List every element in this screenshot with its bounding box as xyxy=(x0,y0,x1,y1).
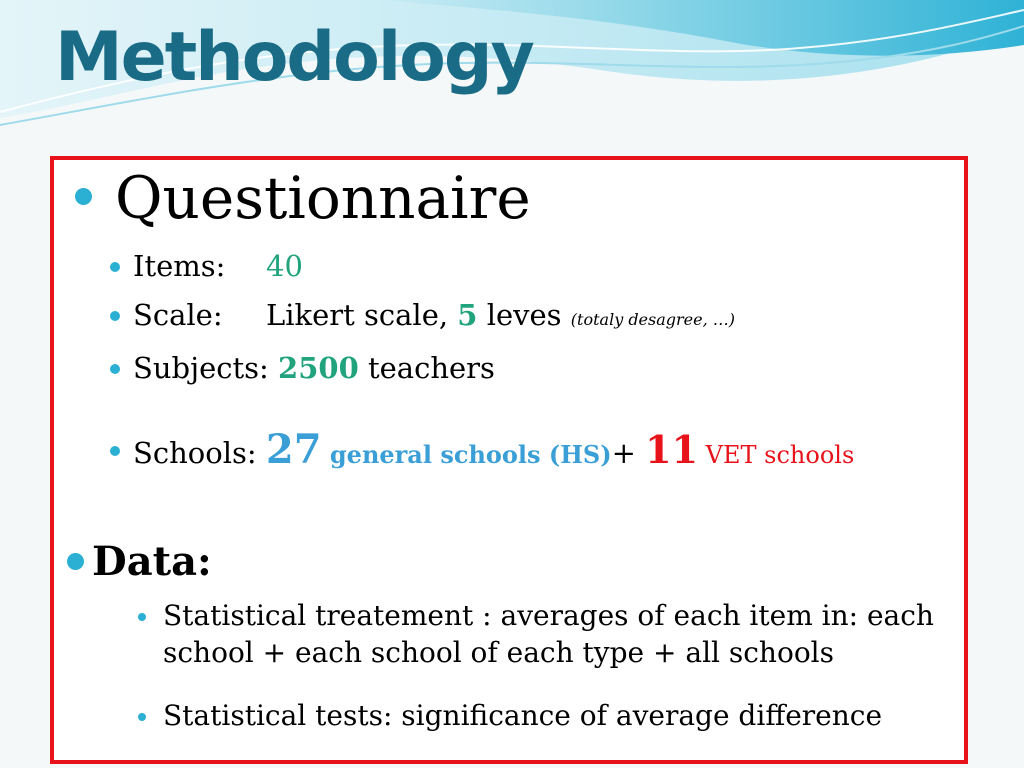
subjects-number: 2500 xyxy=(278,351,359,385)
vet-schools-label: VET schools xyxy=(698,441,855,469)
schools-label: Schools: xyxy=(133,436,266,470)
general-schools-count: 27 xyxy=(265,426,322,473)
items-row xyxy=(133,246,303,286)
subjects-row xyxy=(133,348,495,388)
schools-row xyxy=(133,422,854,483)
schools-plus: + xyxy=(611,436,646,470)
bullet-dot-icon xyxy=(138,713,146,721)
scale-text: Likert scale, xyxy=(266,298,458,332)
bullet-dot-icon xyxy=(110,364,120,374)
scale-label: Scale: xyxy=(133,298,223,332)
bullet-dot-icon xyxy=(75,188,92,205)
bullet-dot-icon xyxy=(67,553,84,570)
data-point-1: Statistical treatement : averages of each item in: each school + each school of each type + all schools xyxy=(163,599,934,669)
scale-number: 5 xyxy=(457,298,478,332)
bullet-dot-icon xyxy=(110,446,120,456)
scale-unit: leves xyxy=(477,298,571,332)
data-heading: Data: xyxy=(92,538,212,585)
bullet-dot-icon xyxy=(110,311,120,321)
general-schools-label: general schools (HS) xyxy=(321,440,612,469)
subjects-unit: teachers xyxy=(358,351,495,385)
scale-row xyxy=(133,295,736,335)
subjects-label: Subjects: xyxy=(133,351,279,385)
scale-note: (totaly desagree, …) xyxy=(570,310,736,329)
slide-title: Methodology xyxy=(55,18,533,97)
questionnaire-heading: Questionnaire xyxy=(115,164,531,232)
scale-value xyxy=(266,295,735,340)
vet-schools-count: 11 xyxy=(645,427,699,472)
data-point-2: Statistical tests: significance of average difference xyxy=(163,699,883,732)
items-label: Items: xyxy=(133,249,226,283)
bullet-dot-icon xyxy=(110,262,120,272)
bullet-dot-icon xyxy=(138,613,146,621)
items-value: 40 xyxy=(266,249,303,283)
